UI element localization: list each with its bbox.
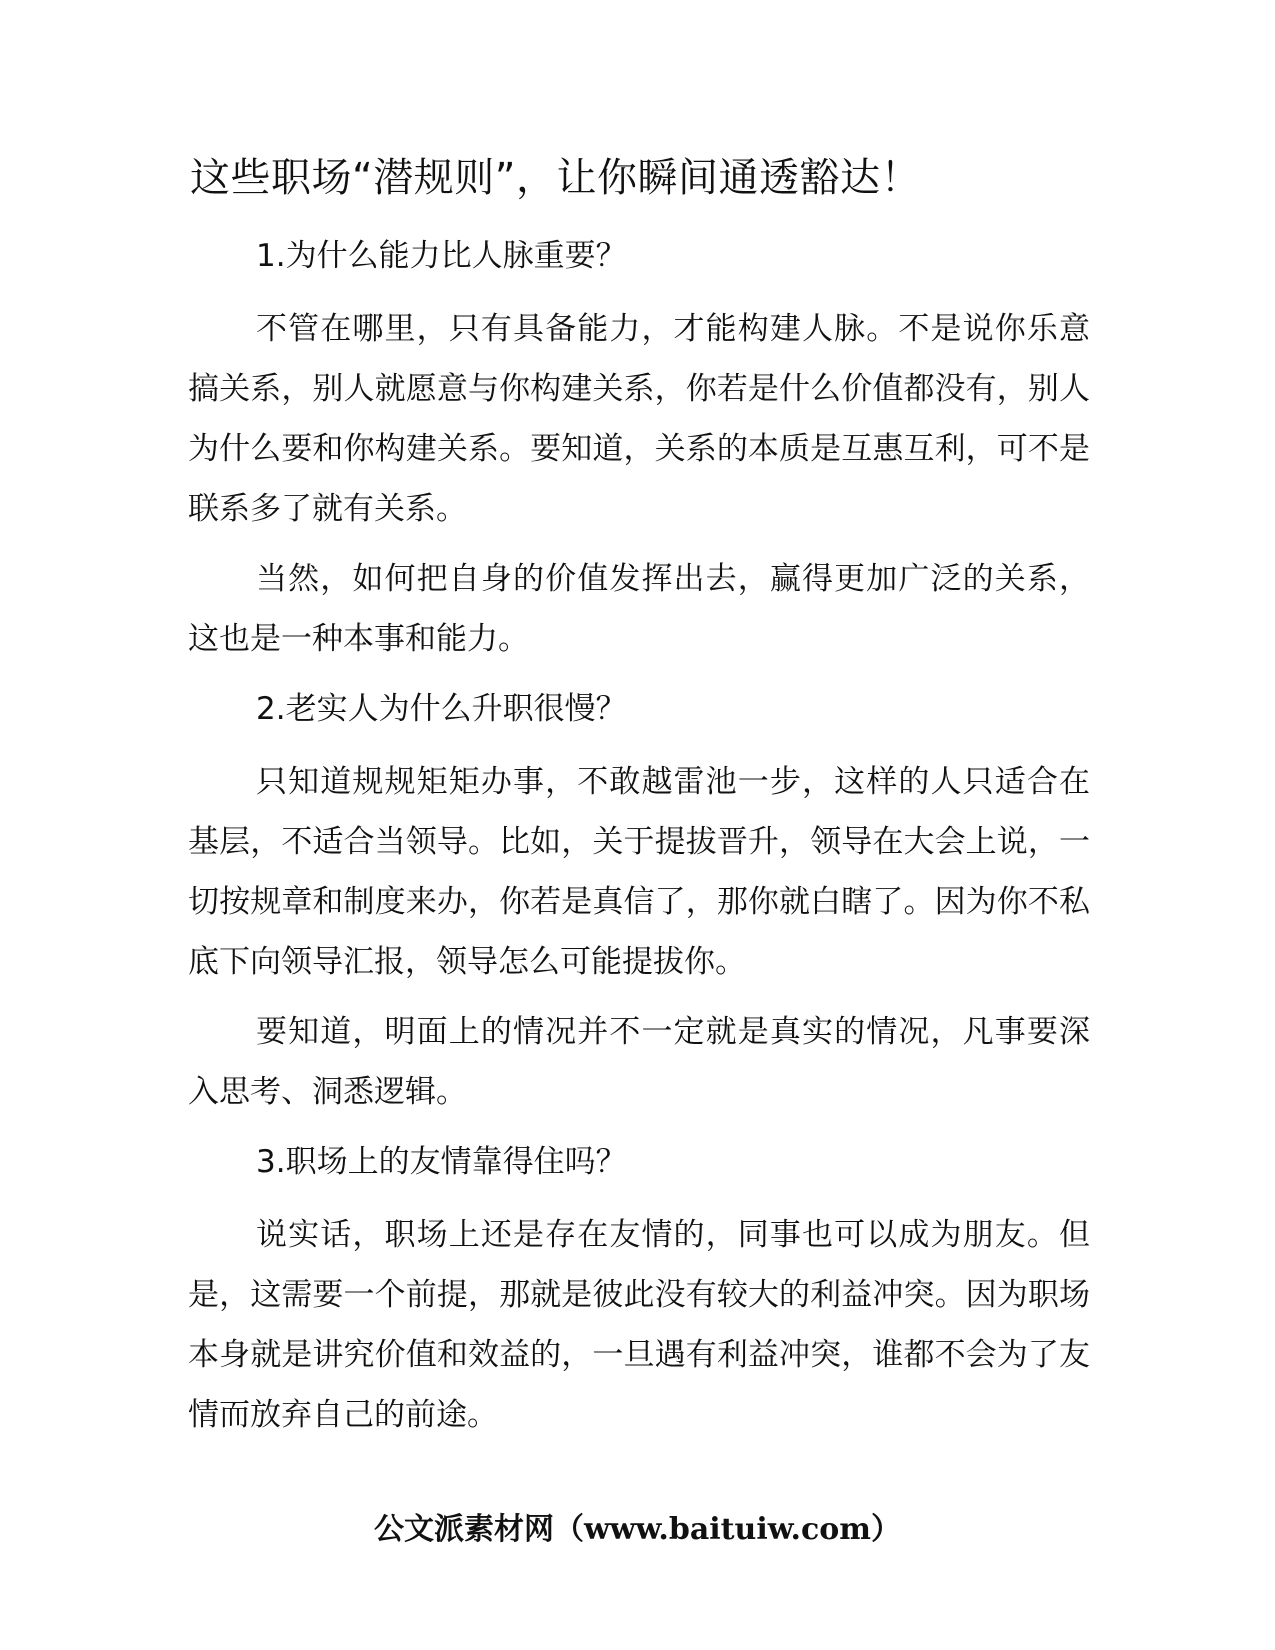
section-heading: 2.老实人为什么升职很慢？ — [256, 691, 627, 727]
paragraph: 当然，如何把自身的价值发挥出去，赢得更加广泛的关系，这也是一种本事和能力。 — [188, 561, 1090, 657]
document-body — [188, 226, 1090, 1455]
footer-source: 公文派素材网（www.baituiw.com） — [373, 1512, 902, 1547]
section-heading: 3.职场上的友情靠得住吗？ — [256, 1144, 627, 1180]
document-title: 这些职场“潜规则”，让你瞬间通透豁达！ — [190, 155, 921, 201]
section-heading: 1.为什么能力比人脉重要？ — [256, 238, 627, 274]
paragraph: 要知道，明面上的情况并不一定就是真实的情况，凡事要深入思考、洞悉逻辑。 — [188, 1014, 1090, 1110]
paragraph: 说实话，职场上还是存在友情的，同事也可以成为朋友。但是，这需要一个前提，那就是彼此没有较大的利益冲突。因为职场本身就是讲究价值和效益的，一旦遇有利益冲突，谁都不会为了友情而放弃自己的前途。 — [188, 1217, 1090, 1433]
paragraph: 只知道规规矩矩办事，不敢越雷池一步，这样的人只适合在基层，不适合当领导。比如，关于提拔晋升，领导在大会上说，一切按规章和制度来办，你若是真信了，那你就白瞎了。因为你不私底下向领导汇报，领导怎么可能提拔你。 — [188, 764, 1090, 980]
paragraph: 不管在哪里，只有具备能力，才能构建人脉。不是说你乐意搞关系，别人就愿意与你构建关系，你若是什么价值都没有，别人为什么要和你构建关系。要知道，关系的本质是互惠互利，可不是联系多了就有关系。 — [188, 311, 1090, 527]
